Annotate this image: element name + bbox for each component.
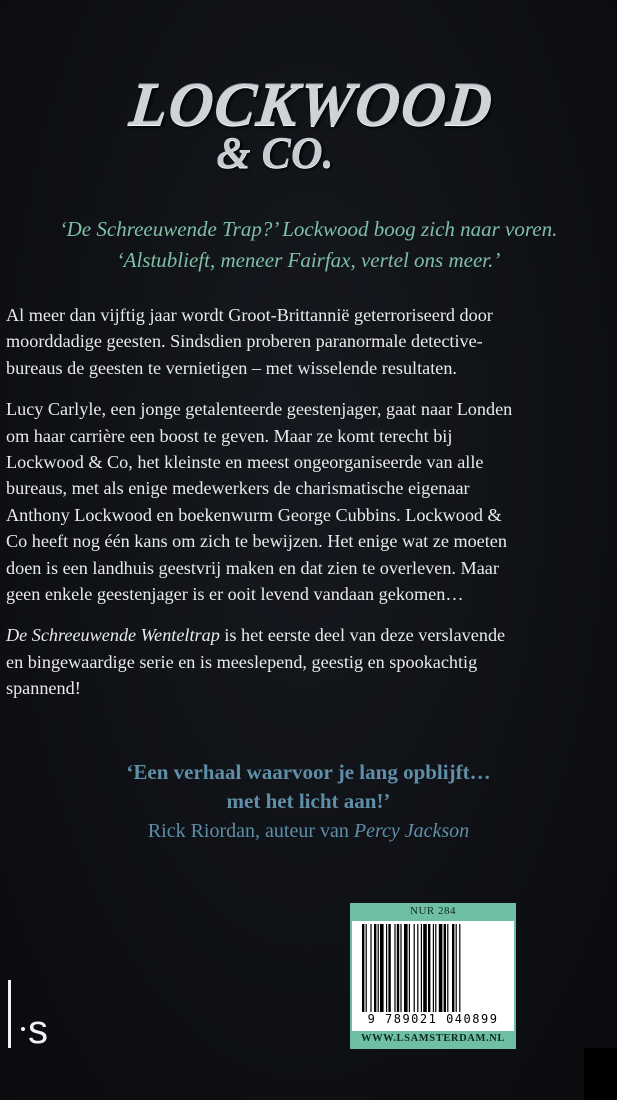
- barcode-bar: [459, 924, 460, 1012]
- blurb: [6, 302, 522, 717]
- barcode-bar: [435, 924, 436, 1012]
- barcode-bar: [388, 924, 390, 1012]
- barcode-bar: [433, 924, 434, 1012]
- publisher-logo-letter: s: [28, 1008, 48, 1052]
- quote-line-1: ‘De Schreeuwende Trap?’ Lockwood boog zich naar voren.: [59, 217, 558, 241]
- barcode-bar: [366, 924, 367, 1012]
- series-logo: [126, 70, 497, 180]
- barcode-bar: [380, 924, 384, 1012]
- barcode-bar: [444, 924, 446, 1012]
- barcode: [352, 921, 514, 1031]
- barcode-bar: [439, 924, 443, 1012]
- blurb-paragraph-1: Al meer dan vijftig jaar wordt Groot-Brittannië geterroriseerd door moorddadige geesten. Sindsdien proberen paranormale detective-bureaus de geesten te vernietigen – met wisselende resultaten.: [6, 305, 493, 378]
- barcode-bar: [421, 924, 422, 1012]
- barcode-bar: [370, 924, 371, 1012]
- review-author: Rick Riordan, auteur van: [147, 820, 354, 842]
- review-line-1: ‘Een verhaal waarvoor je lang opblijft…: [126, 760, 491, 784]
- barcode-bar: [428, 924, 430, 1012]
- blurb-paragraph-3: [6, 622, 522, 701]
- publisher-logo-bar: [8, 980, 11, 1048]
- logo-subtitle: & CO.: [216, 128, 334, 177]
- review-line-2: met het licht aan!’: [226, 789, 391, 813]
- blurb-paragraph-3-text: is het eerste deel van deze verslavende en bingewaardige serie en is meeslepend, geestig en spookachtig spannend!: [6, 625, 506, 699]
- book-title: De Schreeuwende Wenteltrap: [6, 625, 220, 646]
- isbn-number: 9 789021 040899: [367, 1012, 499, 1026]
- review-quote: [0, 758, 617, 846]
- review-attribution: [0, 816, 617, 846]
- barcode-bar: [386, 924, 387, 1012]
- logo-title: LOCKWOOD: [126, 71, 497, 139]
- opening-quote: [0, 214, 617, 276]
- quote-line-2: ‘Alstublieft, meneer Fairfax, vertel ons meer.’: [116, 248, 501, 272]
- publisher-url: WWW.LSAMSTERDAM.NL: [360, 1033, 505, 1044]
- barcode-bar: [378, 924, 379, 1012]
- publisher-logo-dot: [21, 1027, 25, 1031]
- corner-mark: [584, 1048, 617, 1100]
- review-series: Percy Jackson: [353, 820, 470, 842]
- barcode-bar: [400, 924, 401, 1012]
- publisher-logo: [4, 980, 64, 1050]
- barcode-bar: [409, 924, 410, 1012]
- barcode-bar: [447, 924, 448, 1012]
- nur-code: NUR 284: [410, 905, 456, 917]
- barcode-panel: [350, 903, 516, 1049]
- barcode-bar: [362, 924, 364, 1012]
- barcode-bar: [414, 924, 415, 1012]
- barcode-bar: [452, 924, 454, 1012]
- barcode-bar: [397, 924, 399, 1012]
- barcode-bar: [374, 924, 376, 1012]
- barcode-bar: [456, 924, 457, 1012]
- barcode-bar: [404, 924, 408, 1012]
- barcode-bar: [394, 924, 395, 1012]
- barcode-bar: [423, 924, 427, 1012]
- barcode-bars: [362, 924, 508, 1012]
- blurb-paragraph-2: Lucy Carlyle, een jonge getalenteerde geestenjager, gaat naar Londen om haar carrière een boost te geven. Maar ze komt terecht bij Lockwood & Co, het kleinste en meest ongeorganiseerde van alle bureaus, met als enige medewerkers de charismatische eigenaar Anthony Lockwood en boekenwurm George Cubbins. Lockwood & Co heeft nog één kans om zich te bewijzen. Het enige wat ze moeten doen is een landhuis geestvrij maken en dat zien te overleven. Maar geen enkele geestenjager is er ooit levend vandaan gekomen…: [6, 399, 513, 605]
- barcode-bar: [417, 924, 418, 1012]
